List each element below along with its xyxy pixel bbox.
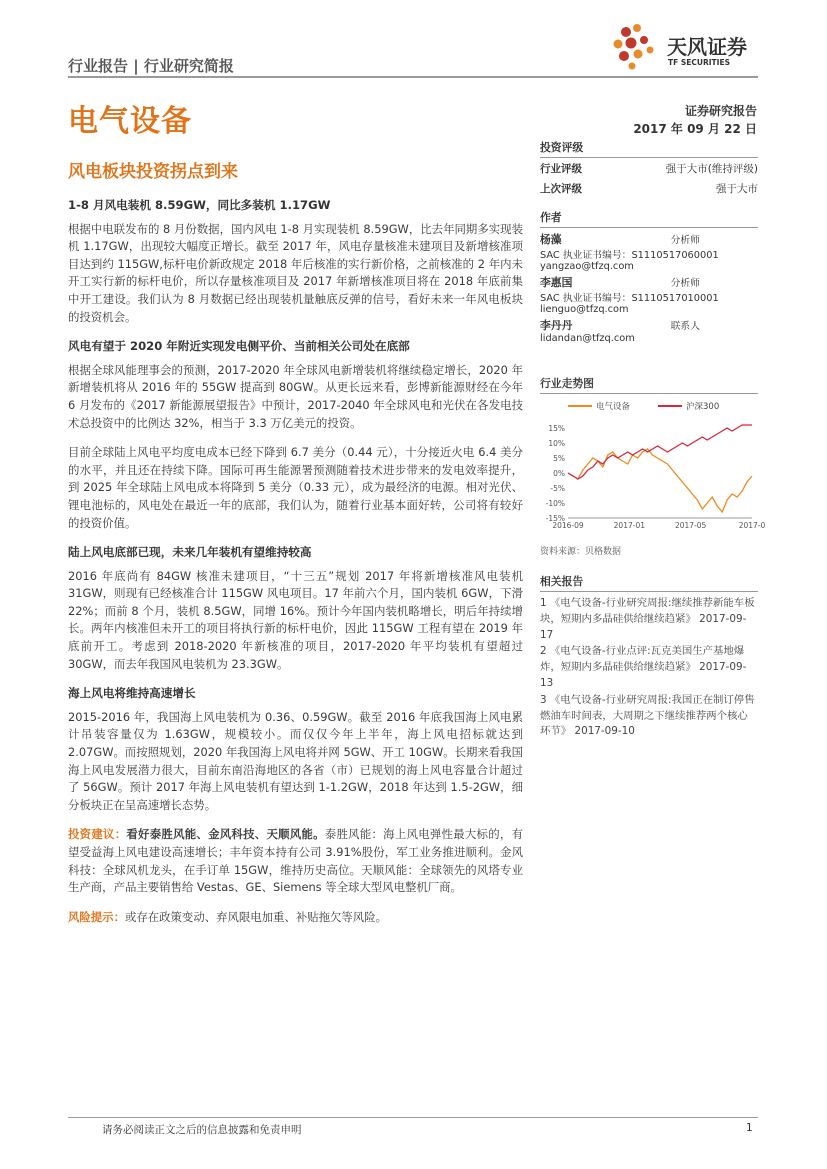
author-name: 杨藻 xyxy=(540,233,562,246)
x-tick-label: 2016-09 xyxy=(552,521,584,530)
section-heading: 陆上风电底部已现，未来几年装机有望维持较高 xyxy=(68,545,312,560)
author-cert: SAC 执业证书编号：S1110517060001 xyxy=(540,250,719,261)
author-email[interactable]: lienguo@tfzq.com xyxy=(540,304,629,315)
rating-title: 投资评级 xyxy=(540,138,758,158)
section-body: 2016 年底尚有 84GW 核准未建项目，“十三五”规划 2017 年将新增核准风电装机 31GW，则现有已经核准合计 115GW 风电项目。17 年前六个月，国内装机 6GW，下滑 22%；而前 8 个月，装机 8.5GW，同增 16%。预计今年国内装机略增长，明后年持续增长。两年内核准但未开工的项目将执行新的标杆电价，因此 115GW 工程有望在 2019 年底前开工。考虑到 2018-2020 年新核准的项目，2017-2020 年平均装机有望超过 30GW，而去年我国风电装机为 23.3GW。 xyxy=(68,568,523,671)
investment-lead: 看好泰胜风能、金风科技、天顺风能。 xyxy=(126,827,325,842)
author-role: 分析师 xyxy=(670,235,700,246)
sector-title: 电气设备 xyxy=(68,104,192,139)
logo-mark-icon xyxy=(610,22,666,72)
y-tick-label: 0% xyxy=(553,469,565,478)
author-block xyxy=(540,275,758,315)
section-body: 根据中电联发布的 8 月份数据，国内风电 1-8 月实现装机 8.59GW，比去年同期多实现装机 1.17GW，出现较大幅度正增长。截至 2017 年，风电存量核准未建项目及新增核准项目达到约 115GW,标杆电价新政规定 2018 年后核准的实行新价格，之前核准的 2 年内未开工实行新的标杆电价，所以存量核准项目及 2017 年新增核准项目将在 2018 年底前集中开工建设。我们认为 8 月数据已经出现装机量触底反弹的信号，看好未来一年风电板块的投资机会。 xyxy=(68,221,523,324)
prev-rating-row xyxy=(540,178,758,198)
investment-body: 泰胜风能：海上风电弹性最大标的，有望受益海上风电建设高速增长；丰年资本持有公司 3.91%股份，军工业务推进顺利。金风科技：全球风机龙头，在手订单 15GW，维持历史高位。天顺风能：全球领先的风塔专业生产商，产品主要销售给 Vestas、GE、Siemens 等全球大型风电整机厂商。 xyxy=(68,827,523,895)
author-email[interactable]: yangzao@tfzq.com xyxy=(540,261,634,272)
trend-chart-svg xyxy=(540,398,766,538)
author-role: 联系人 xyxy=(670,321,700,332)
section-heading: 风电有望于 2020 年附近实现发电侧平价、当前相关公司处在底部 xyxy=(68,339,410,354)
trend-section xyxy=(540,374,758,394)
y-tick-label: 10% xyxy=(548,439,565,448)
related-report-link[interactable]: 3 《电气设备-行业研究周报:我国正在制订停售燃油车时间表，大周期之下继续推荐两个核心环节》 2017-09-10 xyxy=(540,693,755,738)
report-type: 证券研究报告 xyxy=(684,104,757,118)
section-heading: 1-8 月风电装机 8.59GW，同比多装机 1.17GW xyxy=(68,198,331,212)
investment-label: 投资建议： xyxy=(68,827,127,842)
author-role: 分析师 xyxy=(670,278,700,289)
sidebar xyxy=(540,138,758,347)
author-name: 李惠国 xyxy=(540,276,573,289)
authors-title: 作者 xyxy=(540,208,758,228)
author-email[interactable]: lidandan@tfzq.com xyxy=(540,333,635,344)
author-block xyxy=(540,232,758,272)
prev-rating-value: 强于大市 xyxy=(716,183,758,195)
risk-label: 风险提示： xyxy=(68,909,125,924)
industry-rating-row xyxy=(540,158,758,178)
author-name: 李丹丹 xyxy=(540,319,573,332)
report-title: 风电板块投资拐点到来 xyxy=(68,162,238,182)
section-body: 目前全球陆上风电平均度电成本已经下降到 6.7 美分（0.44 元），十分接近火电 6.4 美分的水平，并且还在持续下降。国际可再生能源署预测随着技术进步带来的发电效率提升，到 2025 年全球陆上风电成本将降到 5 美分（0.33 元），成为最经济的电源。相对光伏、锂电池标的，风电处在最近一年的底部，我们认为，随着行业基本面好转，公司将有较好的投资价值。 xyxy=(68,445,523,530)
y-tick-label: -5% xyxy=(550,484,565,493)
trend-title: 行业走势图 xyxy=(540,374,758,394)
industry-rating-value: 强于大市(维持评级) xyxy=(665,163,758,175)
report-date: 2017 年 09 月 22 日 xyxy=(633,122,757,136)
section-body: 根据全球风能理事会的预测，2017-2020 年全球风电新增装机将继续稳定增长，2020 年新增装机将从 2016 年的 55GW 提高到 80GW。从更长远来看，彭博新能源财经在今年 6 月发布的《2017 新能源展望报告》中预计，2017-2040 年全球风电和光伏在各发电技术总投资中的比例达 32%，相当于 3.3 万亿美元的投资。 xyxy=(68,362,523,430)
x-tick-label: 2017-0 xyxy=(738,521,766,530)
y-tick-label: 5% xyxy=(553,454,565,463)
series-line xyxy=(568,425,752,479)
industry-rating-label: 行业评级 xyxy=(540,163,582,175)
y-tick-label: 15% xyxy=(548,424,565,433)
investment-advice xyxy=(68,826,523,896)
footer-disclaimer: 请务必阅读正文之后的信息披露和免责申明 xyxy=(102,1124,302,1136)
legend-label: 沪深300 xyxy=(686,402,720,412)
legend-label: 电气设备 xyxy=(596,402,631,412)
header-rule xyxy=(68,76,758,78)
brand-logo xyxy=(610,22,760,72)
related-report-link[interactable]: 2 《电气设备-行业点评:瓦克美国生产基地爆炸，短期内多晶硅供给继续趋紧》 2017-09-13 xyxy=(540,645,747,689)
author-cert: SAC 执业证书编号：S1110517010001 xyxy=(540,293,719,304)
x-tick-label: 2017-05 xyxy=(674,521,707,530)
x-tick-label: 2017-01 xyxy=(613,521,646,530)
related-title: 相关报告 xyxy=(540,572,758,592)
chart-source: 资料来源：贝格数据 xyxy=(540,547,622,557)
page-number: 1 xyxy=(746,1122,753,1134)
risk-warning xyxy=(68,909,523,927)
y-tick-label: -15% xyxy=(545,514,565,523)
trend-chart xyxy=(540,398,766,558)
brand-name: 天风证券 xyxy=(667,35,747,59)
y-tick-label: -10% xyxy=(545,499,565,508)
main-column xyxy=(68,197,523,938)
brand-subtitle: TF SECURITIES xyxy=(668,58,730,67)
author-block xyxy=(540,318,758,344)
section-heading: 海上风电将维持高速增长 xyxy=(68,686,196,701)
related-section xyxy=(540,572,758,741)
doc-type-label: 行业报告 | 行业研究简报 xyxy=(68,57,234,75)
prev-rating-label: 上次评级 xyxy=(540,183,582,195)
risk-body: 或存在政策变动、弃风限电加重、补贴拖欠等风险。 xyxy=(124,909,387,924)
related-report-link[interactable]: 1 《电气设备-行业研究周报:继续推荐新能车板块，短期内多晶硅供给继续趋紧》 2017-09-17 xyxy=(540,597,755,641)
footer-rule xyxy=(68,1117,758,1118)
series-line xyxy=(568,449,752,512)
section-body: 2015-2016 年，我国海上风电装机为 0.36、0.59GW。截至 2016 年底我国海上风电累计吊装容量仅为 1.63GW，规模较小。而仅仅今年上半年，海上风电招标就达到 2.07GW。而按照规划，2020 年我国海上风电将并网 5GW、开工 10GW。长期来看我国海上风电发展潜力很大，目前东南沿海地区的各省（市）已规划的海上风电容量合计超过了 56GW。预计 2017 年海上风电装机有望达到 1-1.2GW，2018 年达到 1.5-2GW，细分板块正在呈高速增长态势。 xyxy=(68,709,523,812)
